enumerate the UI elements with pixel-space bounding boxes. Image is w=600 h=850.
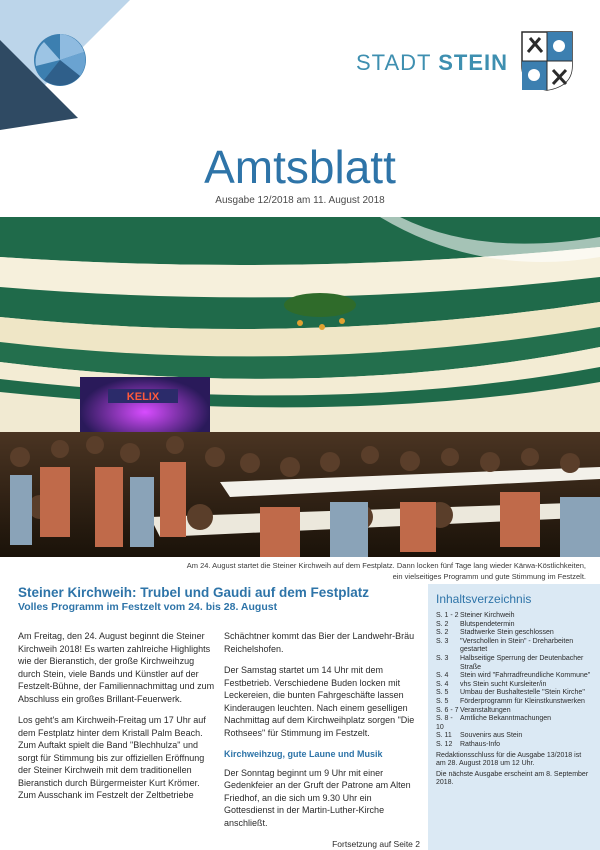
next-issue-note: Die nächste Ausgabe erscheint am 8. September 2018. xyxy=(436,770,589,787)
article-column-2 xyxy=(224,630,420,850)
toc-item[interactable]: S. 5 Förderprogramm für Kleinstkunstwerken xyxy=(436,697,585,705)
photo-caption: Am 24. August startet die Steiner Kirchweih auf dem Festplatz. Dann locken fünf Tage lang wieder Kärwa-Köstlichkeiten, ein vielseitiges Programm und gute Stimmung im Festzelt. xyxy=(186,561,586,581)
toc-item[interactable]: S. 3 Halbseitige Sperrung der Deutenbacher Straße xyxy=(436,654,584,671)
town-crest xyxy=(520,30,574,92)
toc-title: Inhaltsverzeichnis xyxy=(436,592,532,606)
toc-item[interactable]: S. 2 Stadtwerke Stein geschlossen xyxy=(436,629,554,637)
toc-item[interactable]: S. 5 Umbau der Bushaltestelle "Stein Kirche" xyxy=(436,689,585,697)
toc-item[interactable]: S. 8 - 10 Amtliche Bekanntmachungen xyxy=(436,715,552,731)
article-column-1 xyxy=(18,630,215,811)
article-paragraph: Der Samstag startet um 14 Uhr mit dem Festbetrieb. Verschiedene Buden locken mit Leckereien, die bunten Fahrgeschäfte lassen Kinderaugen leuchten. Nach einem geselligen Nachmittag auf dem Kirchweihplatz sorgen "Die Rothsees" für Stimmung im Festzelt. xyxy=(224,665,415,738)
toc-item[interactable]: S. 1 - 2 Steiner Kirchweih xyxy=(436,612,515,619)
toc-item[interactable]: S. 2 Blutspendetermin xyxy=(436,620,515,628)
article-subheadline: Volles Programm im Festzelt vom 24. bis 28. August xyxy=(18,601,278,613)
toc-item[interactable]: S. 4 Stein wird "Fahrradfreundliche Kommune" xyxy=(436,672,591,680)
deadline-note: Redaktionsschluss für die Ausgabe 13/2018 ist am 28. August 2018 um 12 Uhr. xyxy=(436,751,582,768)
continue-link[interactable]: Fortsetzung auf Seite 2 xyxy=(332,839,420,849)
table-of-contents xyxy=(428,584,600,850)
toc-item[interactable]: S. 12 Rathaus-Info xyxy=(436,740,501,748)
masthead-title: Amtsblatt xyxy=(204,141,396,193)
toc-item[interactable]: S. 3 "Verschollen in Stein" - Dreharbeiten gestartet xyxy=(436,637,574,654)
town-name: STADT STEIN xyxy=(356,50,509,75)
article-paragraph: Am Freitag, den 24. August beginnt die Steiner Kirchweih 2018! Es warten zahlreiche Highlights wie der Bieranstich, der große Kirchweihzug durch Stein, viele Bands und Künstler auf der Festzelt-Bühne, der Familiennachmittag und zum Abschluss ein großes Brillant-Feuerwerk. xyxy=(18,631,215,704)
stage-banner: KELIX xyxy=(126,391,160,403)
festival-photo xyxy=(0,217,600,557)
toc-item[interactable]: S. 11 Souvenirs aus Stein xyxy=(436,732,523,740)
article-headline: Steiner Kirchweih: Trubel und Gaudi auf dem Festplatz xyxy=(18,585,370,600)
corner-logo xyxy=(0,0,130,130)
toc-item[interactable]: S. 6 - 7 Veranstaltungen xyxy=(436,706,511,714)
article-paragraph: Schächtner kommt das Bier der Landwehr-Bräu Reichelshofen. xyxy=(224,631,415,654)
section-heading: Kirchweihzug, gute Laune und Musik xyxy=(224,749,383,759)
article-paragraph: Der Sonntag beginnt um 9 Uhr mit einer Gedenkfeier an der Gruft der Patrone am Alten Friedhof, an die sich um 9.30 Uhr ein Gottesdienst in der Martin-Luther-Kirche anschließt. xyxy=(224,767,411,828)
article-paragraph: Los geht's am Kirchweih-Freitag um 17 Uhr auf dem Festplatz hinter dem Kristall Palm Beach. Zum Auftakt spielt die Band "Blechhulza" und sorgt für Stimmung bis zur offiziellen Eröffnung der Steiner Kirchweih mit dem traditionellen Bieranstich durch Bürgermeister Kurt Krömer. Zum Ausschank im Festzelt der Zeltbetriebe xyxy=(18,715,206,800)
issue-line: Ausgabe 12/2018 am 11. August 2018 xyxy=(215,195,385,206)
toc-item[interactable]: S. 4 vhs Stein sucht Kursleiter/in xyxy=(436,680,547,688)
